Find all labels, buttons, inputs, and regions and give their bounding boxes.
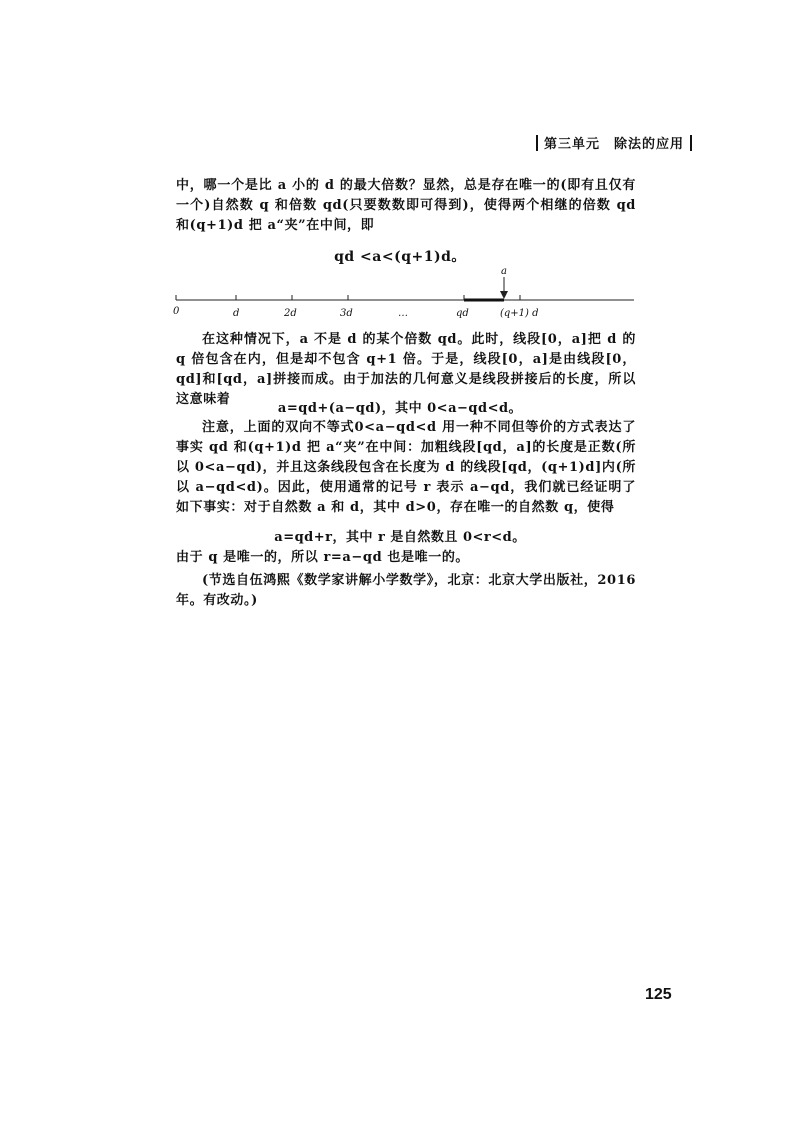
number-line-diagram — [170, 264, 640, 324]
tick-label-2d: 2d — [284, 308, 297, 319]
tick-label-qd: qd — [456, 308, 469, 319]
paragraph-1: 中，哪一个是比 a 小的 d 的最大倍数？显然，总是存在唯一的(即有且仅有一个)自然数 q 和倍数 qd(只要数数即可得到)，使得两个相继的倍数 qd 和(q+1)d 把 a“夹”在中间，即 — [176, 178, 636, 233]
number-line-svg — [170, 264, 640, 324]
tick-label-ellipsis: … — [398, 308, 408, 319]
chapter-title: 第三单元 除法的应用 — [543, 137, 684, 152]
header-left-bar — [536, 135, 538, 151]
tick-label-3d: 3d — [340, 308, 353, 319]
paragraph-4: 由于 q 是唯一的，所以 r=a−qd 也是唯一的。 — [176, 550, 470, 565]
tick-label-q1d: (q+1) d — [500, 308, 539, 319]
paragraph-2: 在这种情况下，a 不是 d 的某个倍数 qd。此时，线段[0，a]把 d 的 q 倍包含在内，但是却不包含 q+1 倍。于是，线段[0，a]是由线段[0，qd]和[qd，a]拼接而成。由于加法的几何意义是线段拼接后的长度，所以这意味着 — [176, 332, 636, 407]
header-right-bar — [690, 135, 692, 151]
chapter-header — [536, 133, 692, 152]
source-citation: (节选自伍鸿熙《数学家讲解小学数学》，北京：北京大学出版社，2016 年。有改动。) — [176, 573, 636, 608]
tick-label-d: d — [233, 308, 240, 319]
equation-1: qd <a<(q+1)d。 — [334, 249, 466, 265]
paragraph-3: 注意，上面的双向不等式0<a−qd<d 用一种不同但等价的方式表达了事实 qd 和(q+1)d 把 a“夹”在中间：加粗线段[qd，a]的长度是正数(所以 0<a−qd)，并且这条线段包含在长度为 d 的线段[qd，(q+1)d]内(所以 a−qd<d)。因此，使用通常的记号 r 表示 a−qd，我们就已经证明了如下事实：对于自然数 a 和 d，其中 d>0，存在唯一的自然数 q，使得 — [176, 420, 636, 515]
page-number: 125 — [645, 986, 672, 1003]
equation-2: a=qd+(a−qd)，其中 0<a−qd<d。 — [277, 401, 523, 416]
equation-3: a=qd+r，其中 r 是自然数且 0<r<d。 — [274, 530, 526, 545]
arrow-a-head — [500, 291, 508, 299]
tick-label-0: 0 — [173, 306, 180, 317]
arrow-a-label: a — [501, 266, 507, 277]
